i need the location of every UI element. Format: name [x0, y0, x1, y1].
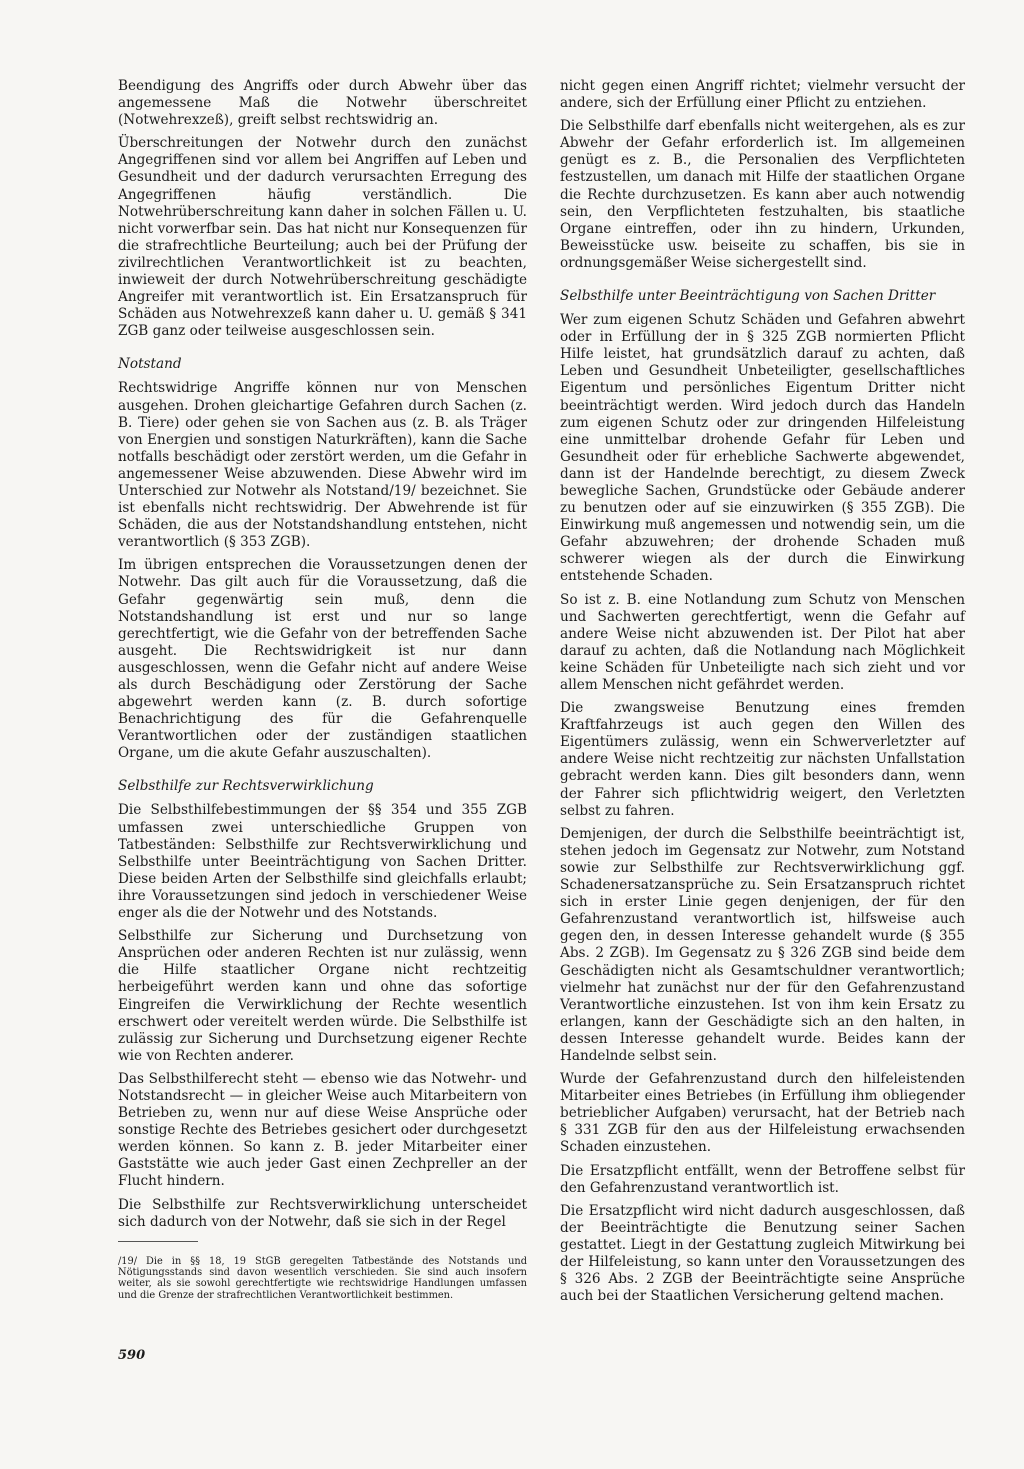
paragraph: Selbsthilfe zur Sicherung und Durchsetzung von Ansprüchen oder anderen Rechten ist nur zulässig, wenn die Hilfe staatlicher Organe nicht rechtzeitig herbeigeführt werden kann und ohne das sofortige Eingreifen die Verwirklichung der Rechte wesentlich erschwert oder vereitelt werden würde. Die Selbsthilfe ist zulässig zur Sicherung und Durchsetzung eigener Rechte wie von Rechten anderer. [118, 928, 527, 1064]
paragraph: Die Selbsthilfebestimmungen der §§ 354 und 355 ZGB umfassen zwei unterschiedliche Gruppen von Tatbeständen: Selbsthilfe zur Rechtsverwirklichung und Selbsthilfe unter Beeinträchtigung von Sachen Dritter. Diese beiden Arten der Selbsthilfe sind gleichfalls erlaubt; ihre Voraussetzungen sind jedoch in verschiedener Weise enger als die der Notwehr und des Notstands. [118, 802, 527, 922]
section-heading-selbsthilfe: Selbsthilfe zur Rechtsverwirklichung [118, 778, 374, 795]
section-heading-notstand: Notstand [118, 356, 182, 373]
paragraph: Die Ersatzpflicht entfällt, wenn der Betroffene selbst für den Gefahrenzustand verantwortlich ist. [560, 1162, 965, 1196]
paragraph: Beendigung des Angriffs oder durch Abwehr über das angemessene Maß die Notwehr überschreitet (Notwehrexzeß), greift selbst rechtswidrig an. [118, 78, 527, 129]
footnote-divider [118, 1241, 198, 1242]
footnote: /19/ Die in §§ 18, 19 StGB geregelten Tatbestände des Notstands und Nötigungsstands sind davon wesentlich verschieden. Sie sind auch insofern weiter, als sie sowohl gerechtfertigte wie rechtswidrige Handlungen umfassen und die Grenze der strafrechtlichen Verantwortlichkeit bestimmen. [118, 1255, 527, 1301]
paragraph: Die Ersatzpflicht wird nicht dadurch ausgeschlossen, daß der Beeinträchtigte die Benutzung seiner Sachen gestattet. Liegt in der Gestattung zugleich Mitwirkung bei der Hilfeleistung, so kann unter den Voraussetzungen des § 326 Abs. 2 ZGB der Beeinträchtigte seine Ansprüche auch bei der Staatlichen Versicherung geltend machen. [560, 1202, 965, 1305]
paragraph: Das Selbsthilferecht steht — ebenso wie das Notwehr- und Notstandsrecht — in gleicher Weise auch Mitarbeitern von Betrieben zu, wenn nur auf diese Weise Ansprüche oder sonstige Rechte des Betriebes gesichert oder durchgesetzt werden können. So kann z. B. jeder Mitarbeiter einer Gaststätte wie auch jeder Gast einen Zechpreller an der Flucht hindern. [118, 1070, 527, 1190]
paragraph: Die Selbsthilfe darf ebenfalls nicht weitergehen, als es zur Abwehr der Gefahr erforderlich ist. Im allgemeinen genügt es z. B., die Personalien des Verpflichteten festzustellen, um danach mit Hilfe der staatlichen Organe die Rechte durchzusetzen. Es kann aber auch notwendig sein, den Verpflichteten festzuhalten, bis staatliche Organe eintreffen, oder ihn zu hindern, Urkunden, Beweisstücke usw. beiseite zu schaffen, bis sie in ordnungsgemäßer Weise sichergestellt sind. [560, 118, 965, 271]
paragraph: Überschreitungen der Notwehr durch den zunächst Angegriffenen sind vor allem bei Angriffen auf Leben und Gesundheit und der dadurch verursachten Erregung des Angegriffenen häufig verständlich. Die Notwehrüberschreitung kann daher in solchen Fällen u. U. nicht vorwerfbar sein. Das hat nicht nur Konsequenzen für die strafrechtliche Beurteilung; auch bei der Prüfung der zivilrechtlichen Verantwortlichkeit ist zu beachten, inwieweit der durch Notwehrüberschreitung geschädigte Angreifer mit verantwortlich ist. Ein Ersatzanspruch für Schäden aus Notwehrexzeß kann daher u. U. gemäß § 341 ZGB ganz oder teilweise ausgeschlossen sein. [118, 135, 527, 340]
paragraph: nicht gegen einen Angriff richtet; vielmehr versucht der andere, sich der Erfüllung einer Pflicht zu entziehen. [560, 78, 965, 112]
paragraph: So ist z. B. eine Notlandung zum Schutz von Menschen und Sachwerten gerechtfertigt, wenn die Gefahr auf andere Weise nicht abzuwenden ist. Der Pilot hat aber darauf zu achten, daß die Notlandung nach Möglichkeit keine Schäden für Unbeteiligte nach sich zieht und vor allem Menschen nicht gefährdet werden. [560, 591, 965, 693]
paragraph: Wurde der Gefahrenzustand durch den hilfeleistenden Mitarbeiter eines Betriebes (in Erfüllung ihm obliegender betrieblicher Aufgaben) verursacht, hat der Betrieb nach § 331 ZGB für den aus der Hilfeleistung erwachsenden Schaden einzustehen. [560, 1071, 965, 1156]
paragraph: Wer zum eigenen Schutz Schäden und Gefahren abwehrt oder in Erfüllung der in § 325 ZGB normierten Pflicht Hilfe leistet, hat grundsätzlich darauf zu achten, daß Leben und Gesundheit Unbeteiligter, gesellschaftliches Eigentum und persönliches Eigentum Dritter nicht beeinträchtigt werden. Wird jedoch durch das Handeln zum eigenen Schutz oder zur dringenden Hilfeleistung eine unmittelbar drohende Gefahr für Leben und Gesundheit oder für erhebliche Sachwerte abgewendet, dann ist der Handelnde berechtigt, zu diesem Zweck bewegliche Sachen, Grundstücke oder Gebäude anderer zu benutzen oder auf sie einzuwirken (§ 355 ZGB). Die Einwirkung muß angemessen und notwendig sein, um die Gefahr abzuwehren; der drohende Schaden muß schwerer wiegen als der durch die Einwirkung entstehende Schaden. [560, 312, 965, 585]
left-column [118, 78, 527, 1301]
paragraph: Im übrigen entsprechen die Voraussetzungen denen der Notwehr. Das gilt auch für die Voraussetzung, daß die Gefahr gegenwärtig sein muß, denn die Notstandshandlung ist erst und nur so lange gerechtfertigt, wie die Gefahr von der betreffenden Sache ausgeht. Die Rechtswidrigkeit ist nur dann ausgeschlossen, wenn die Gefahr nicht auf andere Weise als durch Beschädigung oder Zerstörung der Sache abgewehrt werden kann (z. B. durch sofortige Benachrichtigung des für die Gefahrenquelle Verantwortlichen oder der zuständigen staatlichen Organe, um die akute Gefahr auszuschalten). [118, 557, 527, 762]
section-heading-dritter: Selbsthilfe unter Beeinträchtigung von Sachen Dritter [560, 288, 936, 305]
paragraph: Die Selbsthilfe zur Rechtsverwirklichung unterscheidet sich dadurch von der Notwehr, daß sie sich in der Regel [118, 1196, 527, 1230]
paragraph: Die zwangsweise Benutzung eines fremden Kraftfahrzeugs ist auch gegen den Willen des Eigentümers zulässig, wenn ein Schwerverletzter auf andere Weise nicht rechtzeitig zur nächsten Unfallstation gebracht werden kann. Dies gilt besonders dann, wenn der Fahrer sich pflichtwidrig weigert, den Verletzten selbst zu fahren. [560, 700, 965, 819]
page-number: 590 [118, 1348, 146, 1363]
right-column [560, 78, 965, 1311]
paragraph: Rechtswidrige Angriffe können nur von Menschen ausgehen. Drohen gleichartige Gefahren durch Sachen (z. B. Tiere) oder gehen sie von Sachen aus (z. B. als Träger von Energien und sonstigen Naturkräften), kann die Sache notfalls beschädigt oder zerstört werden, um die Gefahr in angemessener Weise abzuwenden. Diese Abwehr wird im Unterschied zur Notwehr als Notstand/19/ bezeichnet. Sie ist ebenfalls nicht rechtswidrig. Der Abwehrende ist für Schäden, die aus der Notstandshandlung entstehen, nicht verantwortlich (§ 353 ZGB). [118, 380, 527, 551]
paragraph: Demjenigen, der durch die Selbsthilfe beeinträchtigt ist, stehen jedoch im Gegensatz zur Notwehr, zum Notstand sowie zur Selbsthilfe zur Rechtsverwirklichung ggf. Schadenersatzansprüche zu. Sein Ersatzanspruch richtet sich in erster Linie gegen denjenigen, der für den Gefahrenzustand verantwortlich ist, hilfsweise auch gegen den, in dessen Interesse gehandelt wurde (§ 355 Abs. 2 ZGB). Im Gegensatz zu § 326 ZGB sind beide dem Geschädigten nicht als Gesamtschuldner verantwortlich; vielmehr hat zunächst nur der für den Gefahrenzustand Verantwortliche einzustehen. Ist von ihm kein Ersatz zu erlangen, kann der Geschädigte sich an den halten, in dessen Interesse gehandelt wurde. Beides kann der Handelnde selbst sein. [560, 825, 965, 1064]
